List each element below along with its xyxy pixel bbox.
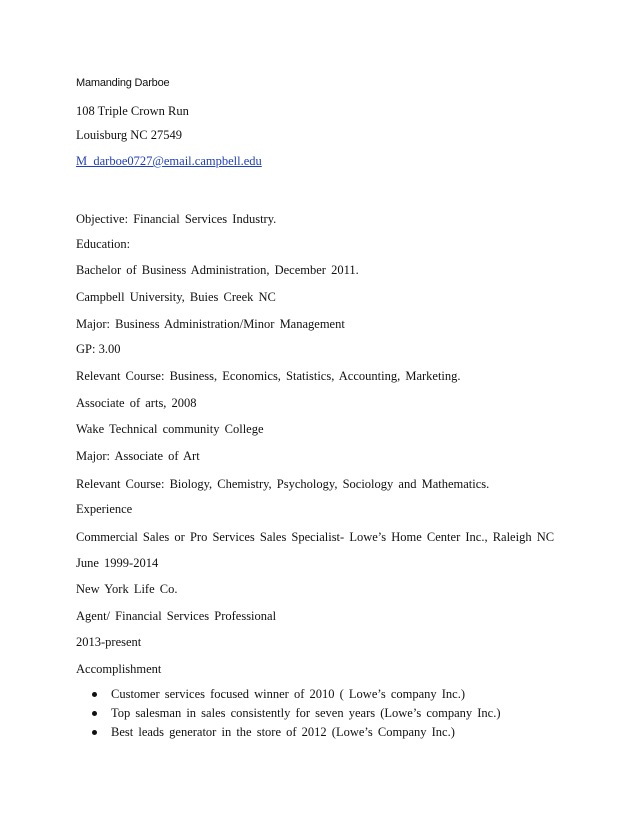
list-item (92, 686, 465, 702)
accomplishment-heading: Accomplishment (76, 662, 162, 676)
bullet-icon (92, 692, 97, 697)
list-item (92, 724, 455, 740)
gpa-line: GP: 3.00 (76, 342, 121, 356)
email-link[interactable]: M_darboe0727@email.campbell.edu (76, 154, 262, 168)
accomplishment-text: Top salesman in sales consistently for seven years (Lowe’s company Inc.) (111, 706, 501, 720)
accomplishment-text: Best leads generator in the store of 2012 (Lowe’s Company Inc.) (111, 725, 455, 739)
job-dates-line: June 1999-2014 (76, 556, 159, 570)
degree-line: Bachelor of Business Administration, December 2011. (76, 263, 359, 277)
list-item (92, 705, 501, 721)
associate-line: Associate of arts, 2008 (76, 396, 197, 410)
address-line-2: Louisburg NC 27549 (76, 128, 183, 142)
experience-heading: Experience (76, 502, 133, 516)
employer-line: New York Life Co. (76, 582, 178, 596)
major-line: Major: Business Administration/Minor Management (76, 317, 345, 331)
job-title-line: Commercial Sales or Pro Services Sales Specialist- Lowe’s Home Center Inc., Raleigh NC (76, 530, 555, 544)
relevant-course-line-2: Relevant Course: Biology, Chemistry, Psychology, Sociology and Mathematics. (76, 477, 490, 491)
agent-role-line: Agent/ Financial Services Professional (76, 609, 277, 623)
agent-dates-line: 2013-present (76, 635, 142, 649)
college-line: Wake Technical community College (76, 422, 264, 436)
education-heading: Education: (76, 237, 131, 251)
bullet-icon (92, 711, 97, 716)
major-associate-line: Major: Associate of Art (76, 449, 200, 463)
university-line: Campbell University, Buies Creek NC (76, 290, 276, 304)
applicant-name: Mamanding Darboe (76, 77, 170, 89)
bullet-icon (92, 730, 97, 735)
accomplishment-text: Customer services focused winner of 2010 ( Lowe’s company Inc.) (111, 687, 466, 701)
address-line-1: 108 Triple Crown Run (76, 104, 189, 118)
relevant-course-line-1: Relevant Course: Business, Economics, Statistics, Accounting, Marketing. (76, 369, 461, 383)
objective-line: Objective: Financial Services Industry. (76, 212, 277, 226)
